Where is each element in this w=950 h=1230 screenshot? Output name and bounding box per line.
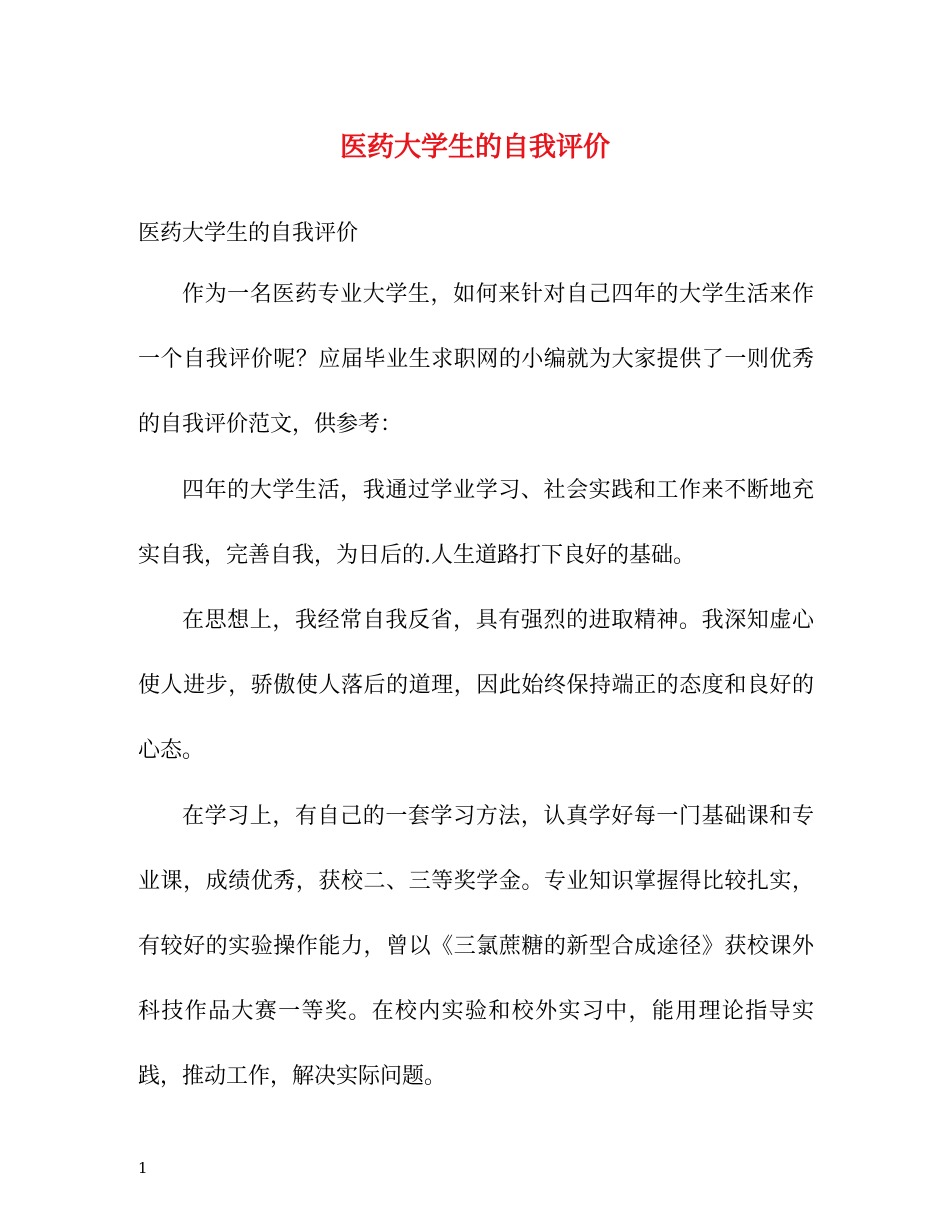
document-title: 医药大学生的自我评价 <box>340 132 610 163</box>
paragraph: 在学习上，有自己的一套学习方法，认真学好每一门基础课和专业课，成绩优秀，获校二、三等奖学金。专业知识掌握得比较扎实，有较好的实验操作能力，曾以《三氯蔗糖的新型合成途径》获校课外科技作品大赛一等奖。在校内实验和校外实习中，能用理论指导实践，推动工作，解决实际问题。 <box>138 803 814 1090</box>
document-body <box>138 262 814 1110</box>
page-number: 1 <box>138 1159 148 1177</box>
paragraph: 作为一名医药专业大学生，如何来针对自己四年的大学生活来作一个自我评价呢？应届毕业生求职网的小编就为大家提供了一则优秀的自我评价范文，供参考： <box>138 282 814 438</box>
paragraph: 在思想上，我经常自我反省，具有强烈的进取精神。我深知虚心使人进步，骄傲使人落后的道理，因此始终保持端正的态度和良好的心态。 <box>138 608 814 764</box>
document-subtitle: 医药大学生的自我评价 <box>138 221 359 246</box>
paragraph: 四年的大学生活，我通过学业学习、社会实践和工作来不断地充实自我，完善自我，为日后的.人生道路打下良好的基础。 <box>138 477 814 568</box>
